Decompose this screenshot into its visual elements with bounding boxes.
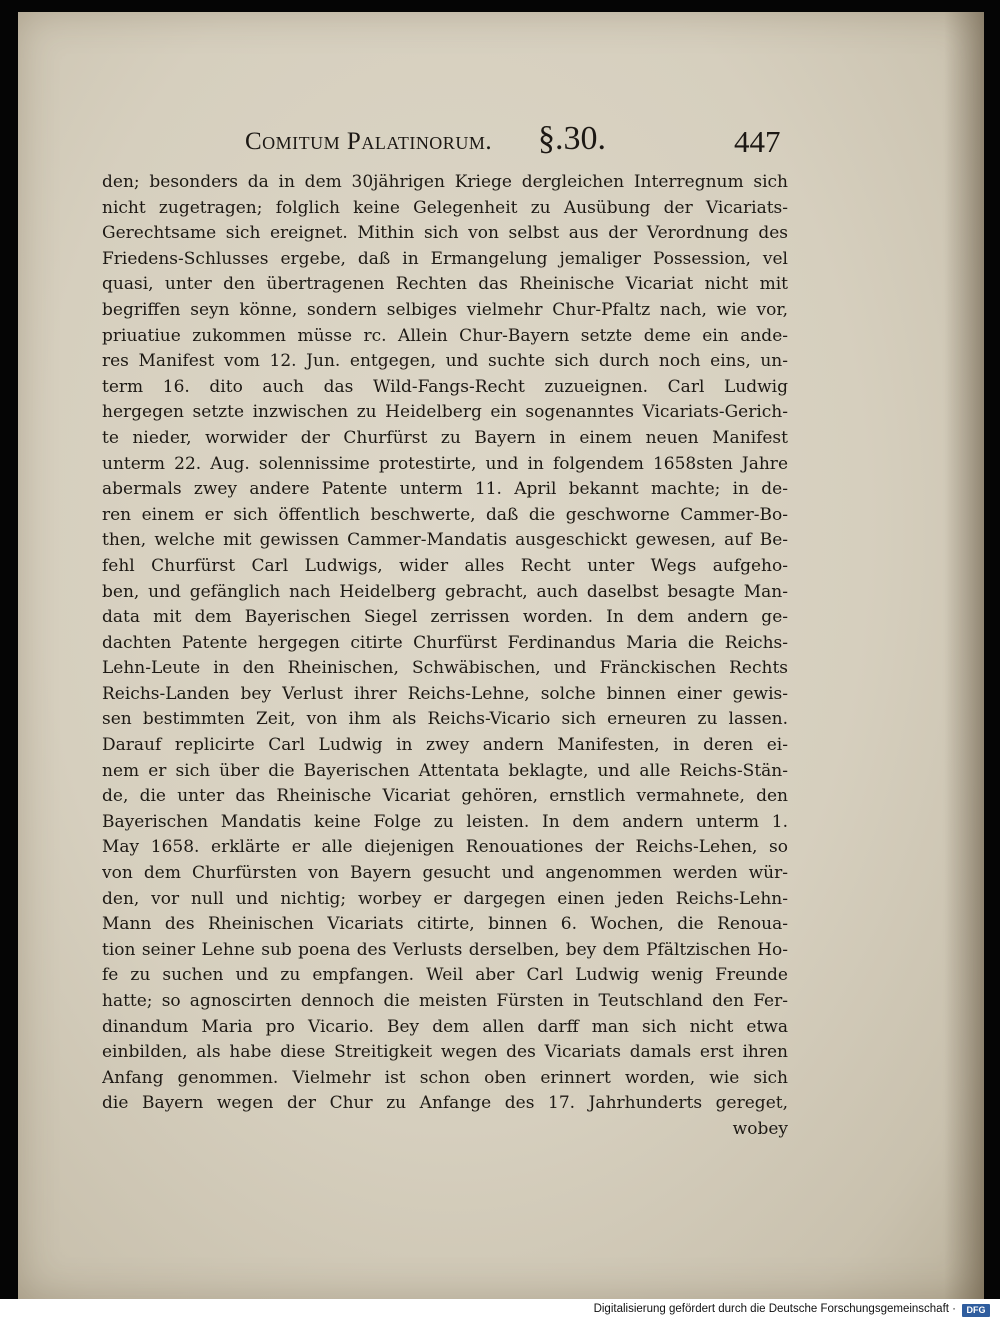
text-line: Anfang genommen. Vielmehr ist schon oben erinnert worden, wie sich: [102, 1067, 788, 1088]
text-line: hatte; so agnoscirten dennoch die meisten Fürsten in Teutschland den Fer-: [102, 991, 788, 1011]
page-number: 447: [734, 124, 781, 159]
text-line: res Manifest vom 12. Jun. entgegen, und suchte sich durch noch eins, un-: [102, 351, 788, 372]
text-line: Reichs-Landen bey Verlust ihrer Reichs-Lehne, solche binnen einer gewis-: [102, 683, 788, 704]
text-line: Gerechtsame sich ereignet. Mithin sich von selbst aus der Verordnung des: [102, 223, 788, 244]
funding-credit: Digitalisierung gefördert durch die Deutsche Forschungsgemeinschaft ·: [593, 1303, 956, 1315]
text-line: data mit dem Bayerischen Siegel zerrissen worden. In dem andern ge-: [102, 607, 788, 628]
text-line: die Bayern wegen der Chur zu Anfange des 17. Jahrhunderts gereget,: [102, 1093, 788, 1114]
text-line: fe zu suchen und zu empfangen. Weil aber Carl Ludwig wenig Freunde: [102, 965, 788, 986]
text-line: May 1658. erklärte er alle diejenigen Renouationes der Reichs-Lehen, so: [102, 837, 788, 858]
text-line: begriffen seyn könne, sondern selbiges vielmehr Chur-Pfaltz nach, wie vor,: [102, 299, 788, 320]
running-title: Comitum Palatinorum.: [245, 128, 493, 155]
text-line: Lehn-Leute in den Rheinischen, Schwäbischen, und Fränckischen Rechts: [102, 658, 788, 679]
text-line: Mann des Rheinischen Vicariats citirte, binnen 6. Wochen, die Renoua-: [102, 914, 788, 935]
text-line: sen bestimmten Zeit, von ihm als Reichs-Vicario sich erneuren zu lassen.: [102, 709, 788, 730]
page-header: [18, 120, 984, 160]
text-line: von dem Churfürsten von Bayern gesucht und angenommen werden wür-: [102, 863, 788, 884]
text-line: dinandum Maria pro Vicario. Bey dem allen darff man sich nicht etwa: [102, 1016, 788, 1037]
text-line: te nieder, worwider der Churfürst zu Bayern in einem neuen Manifest: [102, 427, 788, 448]
section-number: §.30.: [538, 120, 606, 157]
text-line: dachten Patente hergegen citirte Churfürst Ferdinandus Maria die Reichs-: [102, 632, 788, 653]
text-line: den; besonders da in dem 30jährigen Kriege dergleichen Interregnum sich: [102, 172, 788, 192]
dfg-logo: DFG: [962, 1304, 990, 1317]
text-line: then, welche mit gewissen Cammer-Mandatis ausgeschickt gewesen, auf Be-: [102, 530, 788, 551]
text-line: abermals zwey andere Patente unterm 11. April bekannt machte; in de-: [102, 479, 788, 500]
text-line: fehl Churfürst Carl Ludwigs, wider alles Recht unter Wegs aufgeho-: [102, 555, 788, 576]
text-line: priuatiue zukommen müsse rc. Allein Chur-Bayern setzte deme ein ande-: [102, 325, 788, 346]
text-line: nem er sich über die Bayerischen Attentata beklagte, und alle Reichs-Stän-: [102, 760, 788, 781]
text-line: nicht zugetragen; folglich keine Gelegenheit zu Ausübung der Vicariats-: [102, 197, 788, 218]
book-page: [18, 12, 984, 1299]
text-line: Darauf replicirte Carl Ludwig in zwey andern Manifesten, in deren ei-: [102, 735, 788, 756]
text-line: den, vor null und nichtig; worbey er dargegen einen jeden Reichs-Lehn-: [102, 888, 788, 909]
text-line: tion seiner Lehne sub poena des Verlusts derselben, bey dem Pfältzischen Ho-: [102, 939, 788, 960]
text-line: ren einem er sich öffentlich beschwerte, daß die geschworne Cammer-Bo-: [102, 504, 788, 525]
text-line: einbilden, als habe diese Streitigkeit wegen des Vicariats damals erst ihren: [102, 1042, 788, 1063]
text-line: wobey: [732, 1118, 788, 1139]
text-line: hergegen setzte inzwischen zu Heidelberg ein sogenanntes Vicariats-Gerich-: [102, 402, 788, 423]
text-line: term 16. dito auch das Wild-Fangs-Recht zuzueignen. Carl Ludwig: [102, 376, 788, 397]
text-line: Bayerischen Mandatis keine Folge zu leisten. In dem andern unterm 1.: [102, 811, 788, 832]
text-line: ben, und gefänglich nach Heidelberg gebracht, auch daselbst besagte Man-: [102, 581, 788, 602]
text-line: unterm 22. Aug. solennissime protestirte, und in folgendem 1658sten Jahre: [102, 453, 788, 474]
text-line: quasi, unter den übertragenen Rechten das Rheinische Vicariat nicht mit: [102, 274, 788, 295]
body-text: [102, 170, 788, 1143]
text-line: Friedens-Schlusses ergebe, daß in Ermangelung jemaliger Possession, vel: [102, 248, 788, 269]
text-line: de, die unter das Rheinische Vicariat gehören, ernstlich vermahnete, den: [102, 786, 788, 807]
footer-bar: [0, 1299, 1000, 1323]
